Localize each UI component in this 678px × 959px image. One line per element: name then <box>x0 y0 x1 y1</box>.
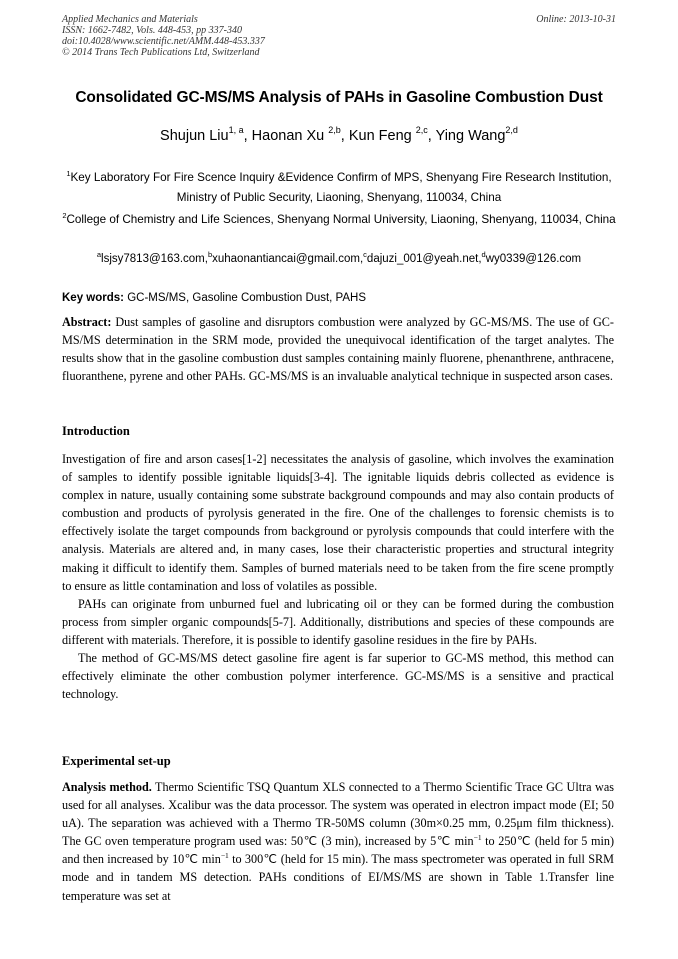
affiliation-text: Key Laboratory For Fire Scence Inquiry &Evidence Confirm of MPS, Shenyang Fire Research Institution, Ministry of Public Security, Liaoning, Shenyang, 110034, China <box>70 171 612 204</box>
affiliation-mark: 2 <box>62 211 67 220</box>
unit-exponent: −1 <box>473 833 482 843</box>
author-name: Haonan Xu <box>251 128 325 144</box>
journal-name: Applied Mechanics and Materials <box>62 14 198 25</box>
author-affiliation-mark: 1, a <box>228 125 244 135</box>
abstract-text: Dust samples of gasoline and disruptors combustion were analyzed by GC-MS/MS. The use of GC-MS/MS determination in the SRM mode, provided the unequivocal identification of the target analytes. The results show that in the gasoline combustion dust samples containing mainly fluorene, phenanthrene, anthracene, fluoranthene, pyrene and other PAHs. GC-MS/MS is an invaluable analytical technique in suspected arson cases. <box>62 315 614 384</box>
abstract-label: Abstract: <box>62 315 112 329</box>
author-name: Ying Wang <box>435 128 506 144</box>
email-list <box>62 250 616 265</box>
paper-title: Consolidated GC-MS/MS Analysis of PAHs in Gasoline Combustion Dust <box>75 89 603 106</box>
author-name: Shujun Liu <box>160 128 229 144</box>
keywords-text: GC-MS/MS, Gasoline Combustion Dust, PAHS <box>127 292 367 304</box>
keywords-label: Key words: <box>62 292 124 304</box>
issn-line: ISSN: 1662-7482, Vols. 448-453, pp 337-340 <box>62 25 242 36</box>
email-mark: a <box>96 250 102 259</box>
affiliation-text: College of Chemistry and Life Sciences, Shenyang Normal University, Liaoning, Shenyang, 110034, China <box>66 213 616 226</box>
author-name: Kun Feng <box>348 128 412 144</box>
email-link[interactable]: lsjsy7813@163.com, <box>101 253 208 265</box>
paragraph-lead: Analysis method. <box>62 780 152 794</box>
author-affiliation-mark: 2,b <box>328 125 341 135</box>
journal-header <box>62 14 482 58</box>
email-mark: c <box>363 250 367 259</box>
experimental-body <box>62 778 614 905</box>
email-mark: b <box>207 250 213 259</box>
email-link[interactable]: dajuzi_001@yeah.net, <box>366 253 482 265</box>
affiliation-mark: 1 <box>66 169 71 178</box>
affiliation-2 <box>62 206 616 230</box>
introduction-body <box>62 450 614 703</box>
email-link[interactable]: xuhaonantiancai@gmail.com, <box>212 253 364 265</box>
doi-line: doi:10.4028/www.scientific.net/AMM.448-453.337 <box>62 36 265 47</box>
keywords <box>62 292 366 304</box>
paragraph-text: to 300℃ (held for 15 min). The mass spectrometer was operated in full SRM mode and in tandem MS detection. PAHs conditions of EI/MS/MS are shown in Table 1.Transfer line temperature was set at <box>62 852 614 903</box>
email-mark: d <box>481 250 486 259</box>
paragraph: PAHs can originate from unburned fuel and lubricating oil or they can be formed during the combustion process from simpler organic compounds[5-7]. Additionally, distributions and species of these compounds are different with materials. Therefore, it is possible to identify gasoline residues in the fire by PAHs. <box>62 596 614 647</box>
section-heading-experimental: Experimental set-up <box>62 754 171 768</box>
email-link[interactable]: wy0339@126.com <box>485 253 582 265</box>
paragraph-text: to 250℃ (held for 5 min) and then increased by 10℃ min <box>62 834 615 867</box>
author-list: Shujun Liu$^{1, a}$, Haonan Xu $^{2,b}$, Kun Feng $^{2,c}$, Ying Wang$^{2,d}$ <box>160 125 518 144</box>
author-affiliation-mark: 2,d <box>505 125 518 135</box>
abstract <box>62 313 614 385</box>
author-affiliation-mark: 2,c <box>415 125 428 135</box>
paragraph-text: Thermo Scientific TSQ Quantum XLS connected to a Thermo Scientific Trace GC Ultra was used for all analyses. Xcalibur was the data processor. The system was operated in electron impact mode (EI; 50 uA). The separation was achieved with a Thermo TR-50MS column (30m×0.25 mm, 0.25μm film thickness). The GC oven temperature program used was: 50℃ (3 min), increased by 5℃ min <box>62 780 614 849</box>
online-date: Online: 2013-10-31 <box>536 14 616 25</box>
paragraph: The method of GC-MS/MS detect gasoline fire agent is far superior to GC-MS method, this method can effectively eliminate the other combustion polymer interference. GC-MS/MS is a sensitive and practical technology. <box>62 651 614 702</box>
affiliation-1 <box>62 164 616 208</box>
unit-exponent: −1 <box>220 851 229 861</box>
copyright-line: © 2014 Trans Tech Publications Ltd, Switzerland <box>62 47 260 58</box>
paragraph: Investigation of fire and arson cases[1-2] necessitates the analysis of gasoline, which involves the examination of samples to identify possible ignitable liquids[3-4]. The ignitable liquids debris collected as evidence is complex in nature, usually containing some substrate background compounds and may also contain products of combustion and products of pyrolysis generated in the fire. One of the challenges to forensic chemists is to effectively isolate the target compounds from background or pyrolysis compounds that could interfere with the analysis. Materials are altered and, in many cases, lose their characteristic properties and structural integrity making it difficult to identify them. Samples of burned materials need to be taken from the fire scene promptly to ensure as little contamination and loss of volatiles as possible. <box>62 452 614 593</box>
section-heading-introduction: Introduction <box>62 424 130 438</box>
